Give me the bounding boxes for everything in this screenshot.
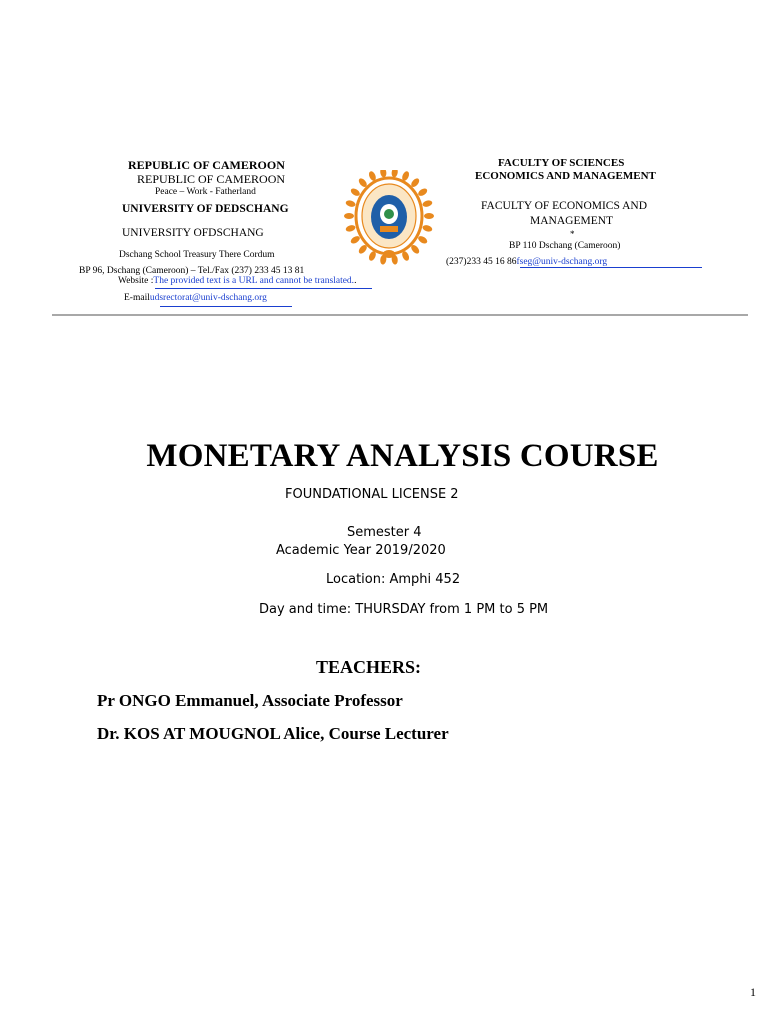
- seal-petal: [424, 213, 434, 219]
- seal-petal: [380, 170, 387, 178]
- faculty-phone: (237)233 45 16 86: [446, 257, 517, 267]
- email-label: E-mail: [124, 293, 150, 303]
- faculty-email-link[interactable]: fseg@univ-dschang.org: [516, 257, 608, 267]
- university-name-bold: UNIVERSITY OF DEDSCHANG: [122, 203, 289, 215]
- national-motto: Peace – Work - Fatherland: [155, 187, 256, 197]
- course-semester: Semester 4: [347, 525, 422, 540]
- email-underline: [160, 306, 292, 307]
- teacher-item: Dr. KOS AT MOUGNOL Alice, Course Lecturer: [97, 724, 449, 743]
- university-address: BP 96, Dschang (Cameroon) – Tel./Fax (237) 233 45 13 81: [79, 266, 305, 276]
- course-title: MONETARY ANALYSIS COURSE: [146, 438, 659, 474]
- academic-year: Academic Year 2019/2020: [276, 543, 446, 558]
- seal-petal: [345, 199, 356, 208]
- faculty-address: BP 110 Dschang (Cameroon): [509, 241, 621, 251]
- course-day-time: Day and time: THURSDAY from 1 PM to 5 PM: [259, 602, 549, 617]
- course-location: Location: Amphi 452: [326, 572, 461, 587]
- seal-petal: [422, 199, 433, 208]
- teachers-heading: TEACHERS:: [316, 657, 422, 677]
- university-name: UNIVERSITY OFDSCHANG: [122, 227, 264, 239]
- website-underline: [155, 288, 372, 289]
- faculty-title-bold-1: FACULTY OF SCIENCES: [498, 157, 625, 169]
- university-logo: [344, 170, 434, 266]
- website-label: Website :: [118, 276, 154, 286]
- university-seal-icon: [344, 170, 434, 266]
- website-link[interactable]: The provided text is a URL and cannot be translated.: [153, 276, 355, 286]
- email-line: [124, 293, 267, 303]
- school-line: Dschang School Treasury There Cordum: [119, 250, 275, 260]
- country-title-bold: REPUBLIC OF CAMEROON: [128, 158, 285, 172]
- seal-book: [380, 226, 398, 232]
- faculty-title-1: FACULTY OF ECONOMICS AND: [481, 200, 648, 212]
- seal-petal: [422, 224, 433, 233]
- faculty-email-underline: [520, 267, 702, 268]
- page-number: 1: [750, 985, 756, 999]
- course-level: FOUNDATIONAL LICENSE 2: [285, 487, 459, 502]
- country-title: REPUBLIC OF CAMEROON: [137, 172, 286, 186]
- seal-base: [383, 250, 395, 258]
- separator-star: *: [570, 229, 575, 239]
- seal-petal: [344, 213, 354, 219]
- website-line: [118, 276, 356, 286]
- teacher-item: Pr ONGO Emmanuel, Associate Professor: [97, 691, 403, 710]
- email-link[interactable]: udsrectorat@univ-dschang.org: [149, 293, 267, 303]
- faculty-title-2: MANAGEMENT: [530, 215, 614, 227]
- seal-globe: [384, 209, 394, 219]
- seal-petal: [345, 224, 356, 233]
- faculty-title-bold-2: ECONOMICS AND MANAGEMENT: [475, 170, 656, 182]
- faculty-contact-line: [446, 257, 607, 267]
- website-suffix: .: [354, 276, 357, 286]
- seal-petal: [391, 170, 398, 178]
- header-divider: [52, 314, 748, 316]
